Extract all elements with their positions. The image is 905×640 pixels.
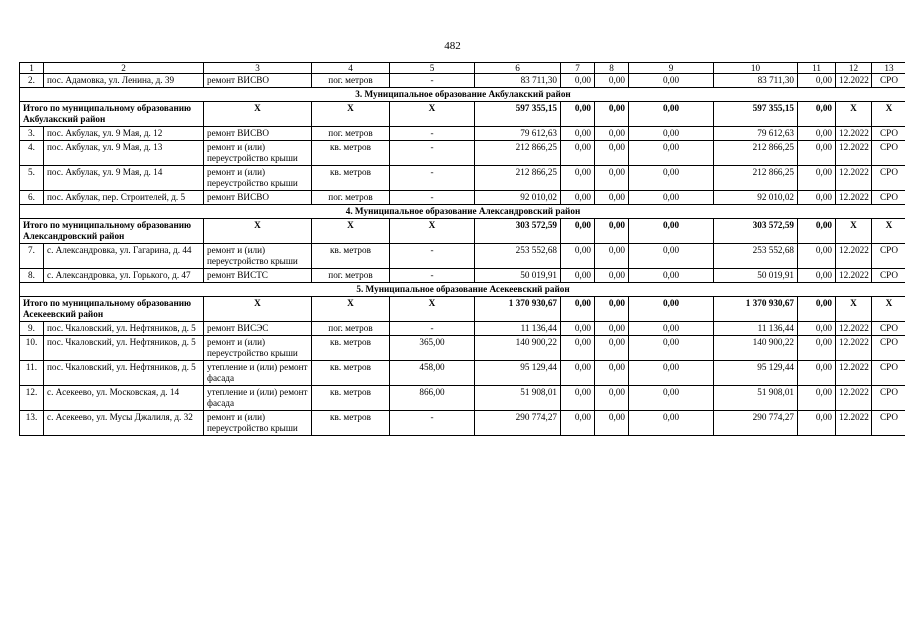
amount-cell: 0,00 bbox=[561, 411, 595, 436]
row-number: 8. bbox=[20, 269, 44, 283]
subtotal-cell: 0,00 bbox=[798, 219, 836, 244]
table-row bbox=[20, 386, 905, 411]
unit-cell: кв. метров bbox=[312, 166, 390, 191]
cost-fund-cell: 212 866,25 bbox=[714, 141, 798, 166]
cost-total-cell: 212 866,25 bbox=[475, 166, 561, 191]
address-cell: с. Асекеево, ул. Московская, д. 14 bbox=[44, 386, 204, 411]
amount-cell: 0,00 bbox=[629, 74, 714, 88]
amount-cell: 0,00 bbox=[798, 74, 836, 88]
amount-cell: 0,00 bbox=[629, 322, 714, 336]
table-row bbox=[20, 127, 905, 141]
amount-cell: 0,00 bbox=[561, 191, 595, 205]
cost-fund-cell: 140 900,22 bbox=[714, 336, 798, 361]
amount-cell: 0,00 bbox=[629, 141, 714, 166]
amount-cell: 0,00 bbox=[595, 411, 629, 436]
amount-cell: 0,00 bbox=[798, 361, 836, 386]
amount-cell: 0,00 bbox=[798, 269, 836, 283]
row-number: 2. bbox=[20, 74, 44, 88]
subtotal-cell: 0,00 bbox=[629, 297, 714, 322]
cost-total-cell: 11 136,44 bbox=[475, 322, 561, 336]
subtotal-amount: 303 572,59 bbox=[714, 219, 798, 244]
section-heading: 3. Муниципальное образование Акбулакский район bbox=[20, 88, 905, 102]
address-cell: пос. Акбулак, пер. Строителей, д. 5 bbox=[44, 191, 204, 205]
work-type-cell: ремонт и (или) переустройство крыши bbox=[204, 166, 312, 191]
subtotal-cell: 0,00 bbox=[595, 219, 629, 244]
amount-cell: 0,00 bbox=[629, 191, 714, 205]
subtotal-cell: X bbox=[204, 102, 312, 127]
cost-fund-cell: 79 612,63 bbox=[714, 127, 798, 141]
amount-cell: 0,00 bbox=[595, 322, 629, 336]
volume-cell: 458,00 bbox=[390, 361, 475, 386]
subtotal-cell: X bbox=[872, 219, 905, 244]
amount-cell: 0,00 bbox=[629, 166, 714, 191]
method-cell: СРО bbox=[872, 127, 905, 141]
amount-cell: 0,00 bbox=[561, 269, 595, 283]
cost-fund-cell: 50 019,91 bbox=[714, 269, 798, 283]
cost-total-cell: 253 552,68 bbox=[475, 244, 561, 269]
amount-cell: 0,00 bbox=[629, 361, 714, 386]
completion-date-cell: 12.2022 bbox=[836, 269, 872, 283]
unit-cell: пог. метров bbox=[312, 127, 390, 141]
table-row bbox=[20, 336, 905, 361]
work-type-cell: ремонт и (или) переустройство крыши bbox=[204, 336, 312, 361]
volume-cell: - bbox=[390, 322, 475, 336]
column-number-cell: 6 bbox=[475, 63, 561, 74]
address-cell: с. Александровка, ул. Горького, д. 47 bbox=[44, 269, 204, 283]
column-number-cell: 13 bbox=[872, 63, 905, 74]
row-number: 12. bbox=[20, 386, 44, 411]
method-cell: СРО bbox=[872, 191, 905, 205]
amount-cell: 0,00 bbox=[561, 166, 595, 191]
amount-cell: 0,00 bbox=[629, 411, 714, 436]
table-row bbox=[20, 322, 905, 336]
completion-date-cell: 12.2022 bbox=[836, 386, 872, 411]
method-cell: СРО bbox=[872, 322, 905, 336]
volume-cell: 866,00 bbox=[390, 386, 475, 411]
amount-cell: 0,00 bbox=[798, 127, 836, 141]
work-type-cell: ремонт ВИСВО bbox=[204, 191, 312, 205]
cost-fund-cell: 253 552,68 bbox=[714, 244, 798, 269]
subtotal-amount: 303 572,59 bbox=[475, 219, 561, 244]
completion-date-cell: 12.2022 bbox=[836, 191, 872, 205]
section-heading-row bbox=[20, 205, 905, 219]
work-type-cell: утепление и (или) ремонт фасада bbox=[204, 361, 312, 386]
volume-cell: - bbox=[390, 127, 475, 141]
method-cell: СРО bbox=[872, 336, 905, 361]
amount-cell: 0,00 bbox=[595, 74, 629, 88]
cost-fund-cell: 83 711,30 bbox=[714, 74, 798, 88]
subtotal-cell: X bbox=[204, 219, 312, 244]
subtotal-amount: 597 355,15 bbox=[714, 102, 798, 127]
subtotal-cell: 0,00 bbox=[629, 219, 714, 244]
method-cell: СРО bbox=[872, 361, 905, 386]
subtotal-cell: 0,00 bbox=[798, 297, 836, 322]
method-cell: СРО bbox=[872, 386, 905, 411]
unit-cell: кв. метров bbox=[312, 244, 390, 269]
subtotal-cell: 0,00 bbox=[561, 102, 595, 127]
unit-cell: пог. метров bbox=[312, 191, 390, 205]
row-number: 5. bbox=[20, 166, 44, 191]
cost-total-cell: 290 774,27 bbox=[475, 411, 561, 436]
completion-date-cell: 12.2022 bbox=[836, 127, 872, 141]
section-heading-row bbox=[20, 88, 905, 102]
subtotal-cell: X bbox=[312, 102, 390, 127]
column-number-cell: 4 bbox=[312, 63, 390, 74]
subtotal-cell: 0,00 bbox=[798, 102, 836, 127]
completion-date-cell: 12.2022 bbox=[836, 411, 872, 436]
amount-cell: 0,00 bbox=[561, 127, 595, 141]
completion-date-cell: 12.2022 bbox=[836, 244, 872, 269]
volume-cell: - bbox=[390, 166, 475, 191]
amount-cell: 0,00 bbox=[798, 166, 836, 191]
unit-cell: пог. метров bbox=[312, 269, 390, 283]
subtotal-cell: X bbox=[390, 219, 475, 244]
completion-date-cell: 12.2022 bbox=[836, 361, 872, 386]
subtotal-cell: 0,00 bbox=[595, 102, 629, 127]
subtotal-cell: X bbox=[390, 297, 475, 322]
address-cell: пос. Чкаловский, ул. Нефтяников, д. 5 bbox=[44, 336, 204, 361]
volume-cell: - bbox=[390, 141, 475, 166]
column-number-cell: 5 bbox=[390, 63, 475, 74]
subtotal-cell: 0,00 bbox=[561, 297, 595, 322]
subtotal-cell: X bbox=[390, 102, 475, 127]
method-cell: СРО bbox=[872, 166, 905, 191]
address-cell: пос. Акбулак, ул. 9 Мая, д. 14 bbox=[44, 166, 204, 191]
cost-total-cell: 51 908,01 bbox=[475, 386, 561, 411]
column-number-cell: 2 bbox=[44, 63, 204, 74]
cost-total-cell: 83 711,30 bbox=[475, 74, 561, 88]
cost-fund-cell: 290 774,27 bbox=[714, 411, 798, 436]
unit-cell: кв. метров bbox=[312, 361, 390, 386]
subtotal-amount: 597 355,15 bbox=[475, 102, 561, 127]
amount-cell: 0,00 bbox=[561, 361, 595, 386]
cost-fund-cell: 92 010,02 bbox=[714, 191, 798, 205]
subtotal-cell: X bbox=[312, 297, 390, 322]
amount-cell: 0,00 bbox=[561, 74, 595, 88]
subtotal-amount: 1 370 930,67 bbox=[475, 297, 561, 322]
work-type-cell: утепление и (или) ремонт фасада bbox=[204, 386, 312, 411]
column-number-cell: 7 bbox=[561, 63, 595, 74]
work-type-cell: ремонт ВИСВО bbox=[204, 74, 312, 88]
table-row bbox=[20, 191, 905, 205]
table-row bbox=[20, 269, 905, 283]
amount-cell: 0,00 bbox=[561, 244, 595, 269]
unit-cell: кв. метров bbox=[312, 386, 390, 411]
column-number-row bbox=[20, 63, 905, 74]
row-number: 4. bbox=[20, 141, 44, 166]
unit-cell: кв. метров bbox=[312, 141, 390, 166]
volume-cell: - bbox=[390, 244, 475, 269]
amount-cell: 0,00 bbox=[629, 127, 714, 141]
cost-total-cell: 50 019,91 bbox=[475, 269, 561, 283]
subtotal-label: Итого по муниципальному образованию Александровский район bbox=[20, 219, 204, 244]
table-row bbox=[20, 166, 905, 191]
method-cell: СРО bbox=[872, 411, 905, 436]
subtotal-amount: 1 370 930,67 bbox=[714, 297, 798, 322]
amount-cell: 0,00 bbox=[561, 322, 595, 336]
amount-cell: 0,00 bbox=[595, 244, 629, 269]
amount-cell: 0,00 bbox=[595, 269, 629, 283]
row-number: 3. bbox=[20, 127, 44, 141]
subtotal-cell: X bbox=[836, 297, 872, 322]
amount-cell: 0,00 bbox=[561, 336, 595, 361]
column-number-cell: 1 bbox=[20, 63, 44, 74]
completion-date-cell: 12.2022 bbox=[836, 141, 872, 166]
repair-program-table bbox=[19, 62, 905, 436]
amount-cell: 0,00 bbox=[629, 244, 714, 269]
column-number-cell: 10 bbox=[714, 63, 798, 74]
cost-total-cell: 140 900,22 bbox=[475, 336, 561, 361]
method-cell: СРО bbox=[872, 244, 905, 269]
amount-cell: 0,00 bbox=[798, 244, 836, 269]
subtotal-label: Итого по муниципальному образованию Акбулакский район bbox=[20, 102, 204, 127]
table-row bbox=[20, 361, 905, 386]
address-cell: пос. Акбулак, ул. 9 Мая, д. 13 bbox=[44, 141, 204, 166]
table-row bbox=[20, 74, 905, 88]
amount-cell: 0,00 bbox=[561, 386, 595, 411]
subtotal-cell: X bbox=[204, 297, 312, 322]
unit-cell: пог. метров bbox=[312, 322, 390, 336]
amount-cell: 0,00 bbox=[798, 386, 836, 411]
amount-cell: 0,00 bbox=[798, 336, 836, 361]
subtotal-row bbox=[20, 102, 905, 127]
volume-cell: - bbox=[390, 191, 475, 205]
work-type-cell: ремонт и (или) переустройство крыши bbox=[204, 244, 312, 269]
subtotal-cell: X bbox=[836, 102, 872, 127]
unit-cell: кв. метров bbox=[312, 336, 390, 361]
unit-cell: кв. метров bbox=[312, 411, 390, 436]
row-number: 6. bbox=[20, 191, 44, 205]
subtotal-cell: 0,00 bbox=[595, 297, 629, 322]
cost-total-cell: 92 010,02 bbox=[475, 191, 561, 205]
method-cell: СРО bbox=[872, 141, 905, 166]
volume-cell: - bbox=[390, 411, 475, 436]
cost-fund-cell: 51 908,01 bbox=[714, 386, 798, 411]
address-cell: пос. Акбулак, ул. 9 Мая, д. 12 bbox=[44, 127, 204, 141]
method-cell: СРО bbox=[872, 269, 905, 283]
section-heading: 5. Муниципальное образование Асекеевский район bbox=[20, 283, 905, 297]
amount-cell: 0,00 bbox=[798, 322, 836, 336]
amount-cell: 0,00 bbox=[798, 411, 836, 436]
volume-cell: - bbox=[390, 74, 475, 88]
subtotal-cell: 0,00 bbox=[629, 102, 714, 127]
subtotal-row bbox=[20, 297, 905, 322]
cost-fund-cell: 212 866,25 bbox=[714, 166, 798, 191]
unit-cell: пог. метров bbox=[312, 74, 390, 88]
amount-cell: 0,00 bbox=[561, 141, 595, 166]
table-row bbox=[20, 141, 905, 166]
row-number: 7. bbox=[20, 244, 44, 269]
completion-date-cell: 12.2022 bbox=[836, 322, 872, 336]
completion-date-cell: 12.2022 bbox=[836, 74, 872, 88]
subtotal-cell: X bbox=[872, 297, 905, 322]
column-number-cell: 8 bbox=[595, 63, 629, 74]
volume-cell: 365,00 bbox=[390, 336, 475, 361]
amount-cell: 0,00 bbox=[629, 269, 714, 283]
subtotal-cell: 0,00 bbox=[561, 219, 595, 244]
column-number-cell: 12 bbox=[836, 63, 872, 74]
address-cell: с. Асекеево, ул. Мусы Джалиля, д. 32 bbox=[44, 411, 204, 436]
amount-cell: 0,00 bbox=[629, 336, 714, 361]
amount-cell: 0,00 bbox=[595, 191, 629, 205]
cost-total-cell: 95 129,44 bbox=[475, 361, 561, 386]
method-cell: СРО bbox=[872, 74, 905, 88]
column-number-cell: 9 bbox=[629, 63, 714, 74]
cost-total-cell: 79 612,63 bbox=[475, 127, 561, 141]
subtotal-label: Итого по муниципальному образованию Асекеевский район bbox=[20, 297, 204, 322]
amount-cell: 0,00 bbox=[595, 166, 629, 191]
amount-cell: 0,00 bbox=[595, 141, 629, 166]
cost-fund-cell: 11 136,44 bbox=[714, 322, 798, 336]
row-number: 9. bbox=[20, 322, 44, 336]
subtotal-cell: X bbox=[836, 219, 872, 244]
address-cell: пос. Чкаловский, ул. Нефтяников, д. 5 bbox=[44, 322, 204, 336]
work-type-cell: ремонт и (или) переустройство крыши bbox=[204, 141, 312, 166]
cost-fund-cell: 95 129,44 bbox=[714, 361, 798, 386]
amount-cell: 0,00 bbox=[798, 141, 836, 166]
row-number: 10. bbox=[20, 336, 44, 361]
amount-cell: 0,00 bbox=[798, 191, 836, 205]
amount-cell: 0,00 bbox=[595, 386, 629, 411]
subtotal-cell: X bbox=[312, 219, 390, 244]
work-type-cell: ремонт ВИСТС bbox=[204, 269, 312, 283]
amount-cell: 0,00 bbox=[595, 336, 629, 361]
amount-cell: 0,00 bbox=[595, 127, 629, 141]
row-number: 13. bbox=[20, 411, 44, 436]
completion-date-cell: 12.2022 bbox=[836, 166, 872, 191]
amount-cell: 0,00 bbox=[629, 386, 714, 411]
cost-total-cell: 212 866,25 bbox=[475, 141, 561, 166]
amount-cell: 0,00 bbox=[595, 361, 629, 386]
column-number-cell: 11 bbox=[798, 63, 836, 74]
work-type-cell: ремонт ВИСВО bbox=[204, 127, 312, 141]
completion-date-cell: 12.2022 bbox=[836, 336, 872, 361]
section-heading: 4. Муниципальное образование Александровский район bbox=[20, 205, 905, 219]
subtotal-row bbox=[20, 219, 905, 244]
row-number: 11. bbox=[20, 361, 44, 386]
table-row bbox=[20, 244, 905, 269]
column-number-cell: 3 bbox=[204, 63, 312, 74]
address-cell: пос. Чкаловский, ул. Нефтяников, д. 5 bbox=[44, 361, 204, 386]
section-heading-row bbox=[20, 283, 905, 297]
work-type-cell: ремонт ВИСЭС bbox=[204, 322, 312, 336]
address-cell: с. Александровка, ул. Гагарина, д. 44 bbox=[44, 244, 204, 269]
page-number: 482 bbox=[444, 40, 461, 52]
work-type-cell: ремонт и (или) переустройство крыши bbox=[204, 411, 312, 436]
subtotal-cell: X bbox=[872, 102, 905, 127]
address-cell: пос. Адамовка, ул. Ленина, д. 39 bbox=[44, 74, 204, 88]
volume-cell: - bbox=[390, 269, 475, 283]
table-row bbox=[20, 411, 905, 436]
